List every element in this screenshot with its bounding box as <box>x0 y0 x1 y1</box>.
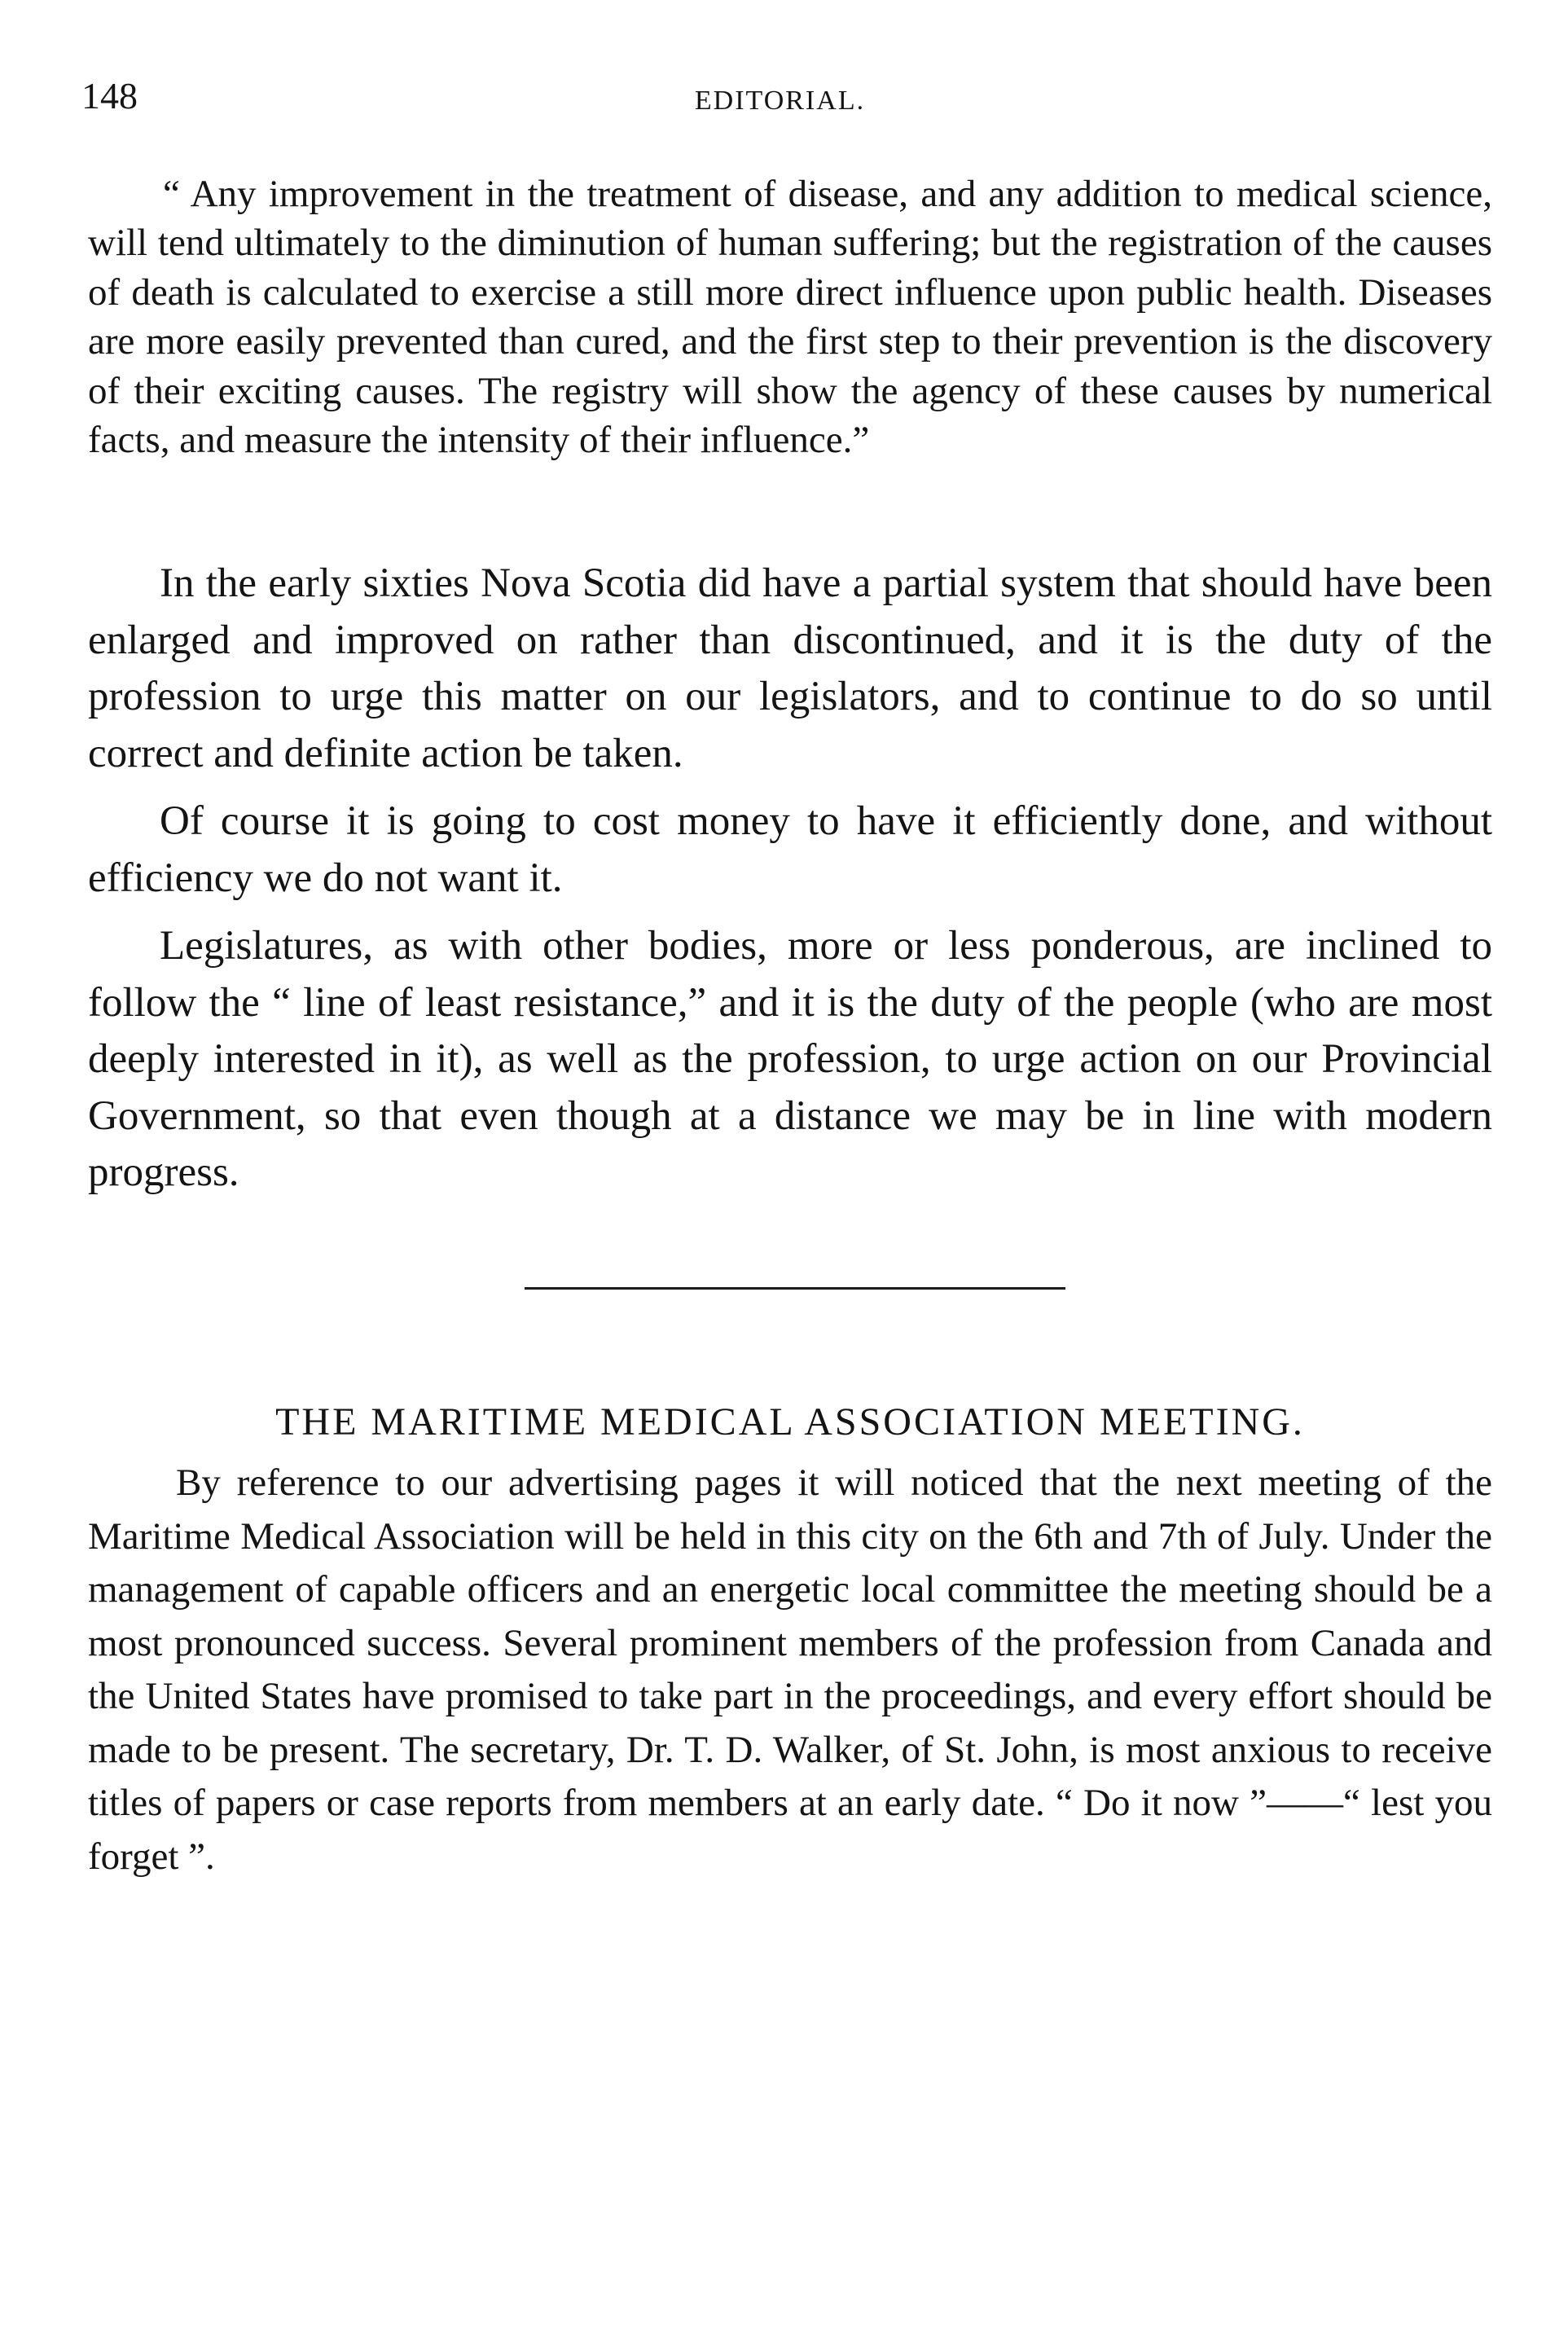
section-body <box>88 1457 1492 1883</box>
section-title: THE MARITIME MEDICAL ASSOCIATION MEETING. <box>275 1400 1305 1444</box>
body-paragraph-2: Of course it is going to cost money to have it efficiently done, and without efficiency we do not want it. <box>88 798 1492 901</box>
body-paragraph-3: Legislatures, as with other bodies, more or less ponderous, are inclined to follow the “ line of least resistance,” and it is the duty of the people (who are most deeply interested in it), as well as the profession, to urge action on our Provincial Government, so that even though at a distance we may be in line with modern progress. <box>88 923 1492 1195</box>
page-number: 148 <box>81 75 138 116</box>
section-paragraph: By reference to our advertising pages it will noticed that the next meeting of the Maritime Medical Association will be held in this city on the 6th and 7th of July. Under the management of capable officers and an energetic local committee the meeting should be a most pronounced success. Several prominent members of the profession from Canada and the United States have promised to take part in the proceedings, and every effort should be made to be present. The secretary, Dr. T. D. Walker, of St. John, is most anxious to receive titles of papers or case reports from members at an early date. “ Do it now ”——“ lest you forget ”. <box>88 1461 1492 1878</box>
quote-paragraph: “ Any improvement in the treatment of disease, and any addition to medical science, will tend ultimately to the diminution of human suffering; but the registration of the causes of death is calculated to exercise a still more direct influence upon public health. Diseases are more easily prevented than cured, and the first step to their prevention is the discovery of their exciting causes. The registry will show the agency of these causes by numerical facts, and measure the intensity of their influence.” <box>88 173 1492 462</box>
page-header <box>81 72 1478 121</box>
running-head: EDITORIAL. <box>694 86 866 116</box>
section-divider <box>525 1287 1065 1290</box>
quoted-passage <box>88 169 1492 464</box>
editorial-body <box>88 556 1492 1202</box>
body-paragraph-1: In the early sixties Nova Scotia did have a partial system that should have been enlarged and improved on rather than discontinued, and it is the duty of the profession to urge this matter on our legislators, and to continue to do so until correct and definite action be taken. <box>88 560 1492 776</box>
